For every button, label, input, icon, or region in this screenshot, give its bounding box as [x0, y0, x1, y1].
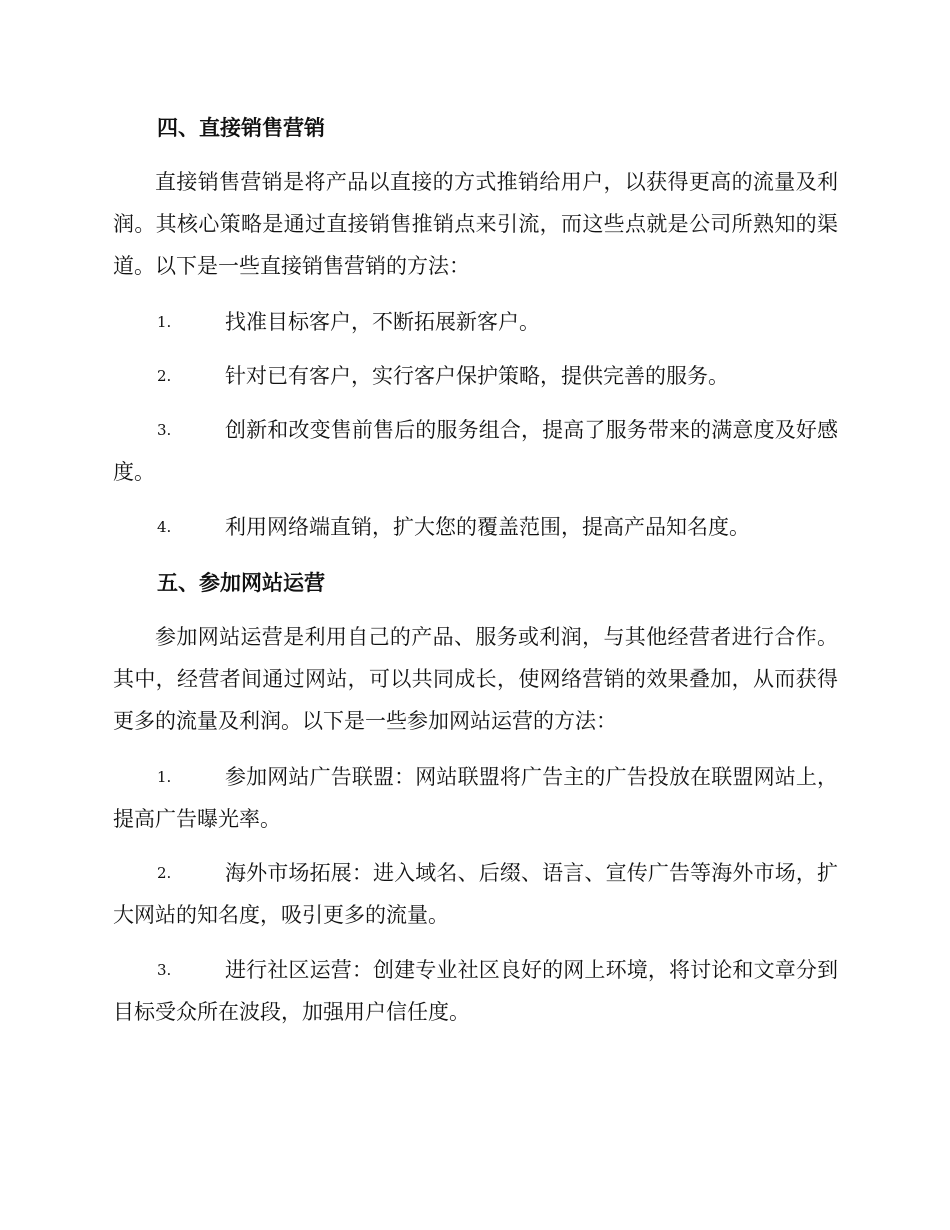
section-4-intro-paragraph: 直接销售营销是将产品以直接的方式推销给用户，以获得更高的流量及利润。其核心策略是通过直接销售推销点来引流，而这些点就是公司所熟知的渠道。以下是一些直接销售营销的方法：	[113, 170, 838, 278]
list-item-number: 1.	[157, 768, 172, 786]
list-item-text: 进行社区运营：创建专业社区良好的网上环境，将讨论和文章分到目标受众所在波段，加强用户信任度。	[113, 958, 838, 1024]
list-item-text: 参加网站广告联盟：网站联盟将广告主的广告投放在联盟网站上，提高广告曝光率。	[113, 765, 838, 831]
list-item	[113, 756, 838, 840]
list-item-number: 2.	[157, 367, 172, 385]
list-item	[113, 506, 838, 548]
list-item-number: 3.	[157, 961, 172, 979]
list-item-text: 针对已有客户，实行客户保护策略，提供完善的服务。	[225, 364, 729, 388]
list-item-number: 1.	[157, 313, 172, 331]
list-item	[113, 949, 838, 1033]
list-item-number: 3.	[157, 421, 172, 439]
list-item-text: 利用网络端直销，扩大您的覆盖范围，提高产品知名度。	[225, 515, 750, 539]
list-item	[113, 852, 838, 936]
list-item	[113, 355, 838, 397]
list-item	[113, 301, 838, 343]
list-item-text: 创新和改变售前售后的服务组合，提高了服务带来的满意度及好感度。	[113, 418, 838, 484]
section-heading-5: 五、参加网站运营	[157, 570, 325, 595]
list-item-text: 海外市场拓展：进入域名、后缀、语言、宣传广告等海外市场，扩大网站的知名度，吸引更多的流量。	[113, 861, 838, 927]
section-5-intro-paragraph: 参加网站运营是利用自己的产品、服务或利润，与其他经营者进行合作。其中，经营者间通过网站，可以共同成长，使网络营销的效果叠加，从而获得更多的流量及利润。以下是一些参加网站运营的方法：	[113, 625, 838, 733]
section-heading-4: 四、直接销售营销	[157, 115, 325, 140]
list-item	[113, 409, 838, 493]
list-item-number: 2.	[157, 864, 172, 882]
list-item-text: 找准目标客户，不断拓展新客户。	[225, 310, 540, 334]
list-item-number: 4.	[157, 518, 172, 536]
